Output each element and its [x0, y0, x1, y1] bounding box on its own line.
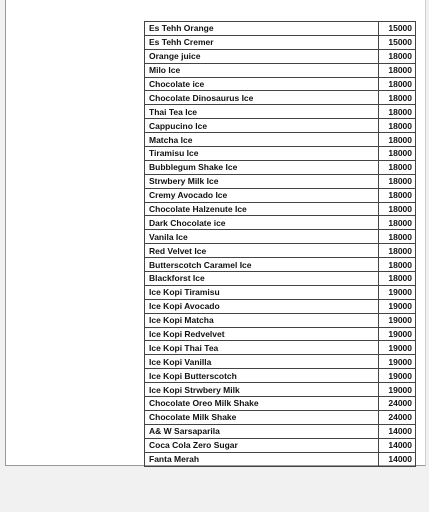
item-name-cell: Ice Kopi Strwbery Milk	[145, 383, 379, 397]
item-price-cell: 18000	[379, 105, 416, 119]
item-price-cell: 18000	[379, 188, 416, 202]
item-price-cell: 18000	[379, 230, 416, 244]
table-row	[145, 216, 416, 230]
table-row	[145, 119, 416, 133]
table-row	[145, 174, 416, 188]
table-row	[145, 272, 416, 286]
item-price-cell: 19000	[379, 299, 416, 313]
table-row	[145, 230, 416, 244]
table-row	[145, 35, 416, 49]
item-price-cell: 19000	[379, 383, 416, 397]
item-name-cell: Es Tehh Orange	[145, 22, 379, 36]
item-price-cell: 19000	[379, 285, 416, 299]
item-name-cell: Vanila Ice	[145, 230, 379, 244]
table-row	[145, 327, 416, 341]
item-price-cell: 18000	[379, 258, 416, 272]
item-name-cell: Ice Kopi Redvelvet	[145, 327, 379, 341]
item-name-cell: Butterscotch Caramel Ice	[145, 258, 379, 272]
table-row	[145, 188, 416, 202]
item-name-cell: Tiramisu Ice	[145, 147, 379, 161]
table-row	[145, 438, 416, 452]
item-name-cell: Chocolate Halzenute Ice	[145, 202, 379, 216]
item-name-cell: Ice Kopi Tiramisu	[145, 285, 379, 299]
document-page	[5, 0, 426, 466]
item-name-cell: A& W Sarsaparila	[145, 424, 379, 438]
item-price-cell: 14000	[379, 438, 416, 452]
item-name-cell: Chocolate Milk Shake	[145, 410, 379, 424]
item-price-cell: 24000	[379, 397, 416, 411]
table-row	[145, 355, 416, 369]
table-row	[145, 452, 416, 466]
item-name-cell: Orange juice	[145, 49, 379, 63]
item-price-cell: 18000	[379, 119, 416, 133]
table-row	[145, 258, 416, 272]
item-name-cell: Strwbery Milk Ice	[145, 174, 379, 188]
item-price-cell: 18000	[379, 160, 416, 174]
table-row	[145, 410, 416, 424]
item-name-cell: Es Tehh Cremer	[145, 35, 379, 49]
item-price-cell: 18000	[379, 133, 416, 147]
table-row	[145, 133, 416, 147]
table-row	[145, 383, 416, 397]
item-name-cell: Blackforst Ice	[145, 272, 379, 286]
item-price-cell: 15000	[379, 35, 416, 49]
item-price-cell: 15000	[379, 22, 416, 36]
item-price-cell: 18000	[379, 202, 416, 216]
item-price-cell: 18000	[379, 147, 416, 161]
table-row	[145, 147, 416, 161]
item-price-cell: 18000	[379, 174, 416, 188]
item-price-cell: 18000	[379, 244, 416, 258]
item-name-cell: Ice Kopi Vanilla	[145, 355, 379, 369]
item-name-cell: Ice Kopi Butterscotch	[145, 369, 379, 383]
item-name-cell: Chocolate Oreo Milk Shake	[145, 397, 379, 411]
item-price-cell: 19000	[379, 341, 416, 355]
item-name-cell: Ice Kopi Thai Tea	[145, 341, 379, 355]
item-price-cell: 19000	[379, 355, 416, 369]
table-row	[145, 341, 416, 355]
table-row	[145, 105, 416, 119]
item-price-cell: 14000	[379, 424, 416, 438]
item-price-cell: 19000	[379, 313, 416, 327]
item-price-cell: 14000	[379, 452, 416, 466]
table-row	[145, 244, 416, 258]
table-row	[145, 63, 416, 77]
item-price-cell: 18000	[379, 272, 416, 286]
item-name-cell: Dark Chocolate ice	[145, 216, 379, 230]
item-name-cell: Red Velvet Ice	[145, 244, 379, 258]
table-row	[145, 299, 416, 313]
item-price-cell: 19000	[379, 327, 416, 341]
menu-table-body	[145, 22, 416, 467]
table-row	[145, 285, 416, 299]
table-row	[145, 424, 416, 438]
item-name-cell: Thai Tea Ice	[145, 105, 379, 119]
item-price-cell: 24000	[379, 410, 416, 424]
item-name-cell: Chocolate ice	[145, 77, 379, 91]
item-name-cell: Chocolate Dinosaurus Ice	[145, 91, 379, 105]
item-name-cell: Cappucino Ice	[145, 119, 379, 133]
item-price-cell: 18000	[379, 91, 416, 105]
table-row	[145, 202, 416, 216]
table-row	[145, 313, 416, 327]
item-name-cell: Milo Ice	[145, 63, 379, 77]
table-row	[145, 91, 416, 105]
table-row	[145, 22, 416, 36]
item-name-cell: Cremy Avocado Ice	[145, 188, 379, 202]
table-row	[145, 49, 416, 63]
item-name-cell: Matcha Ice	[145, 133, 379, 147]
item-name-cell: Ice Kopi Matcha	[145, 313, 379, 327]
item-name-cell: Fanta Merah	[145, 452, 379, 466]
table-row	[145, 397, 416, 411]
item-price-cell: 18000	[379, 77, 416, 91]
item-name-cell: Bubblegum Shake Ice	[145, 160, 379, 174]
item-name-cell: Coca Cola Zero Sugar	[145, 438, 379, 452]
table-row	[145, 160, 416, 174]
item-price-cell: 18000	[379, 63, 416, 77]
item-price-cell: 18000	[379, 216, 416, 230]
menu-price-table	[144, 21, 416, 467]
item-name-cell: Ice Kopi Avocado	[145, 299, 379, 313]
item-price-cell: 18000	[379, 49, 416, 63]
table-row	[145, 369, 416, 383]
item-price-cell: 19000	[379, 369, 416, 383]
table-row	[145, 77, 416, 91]
